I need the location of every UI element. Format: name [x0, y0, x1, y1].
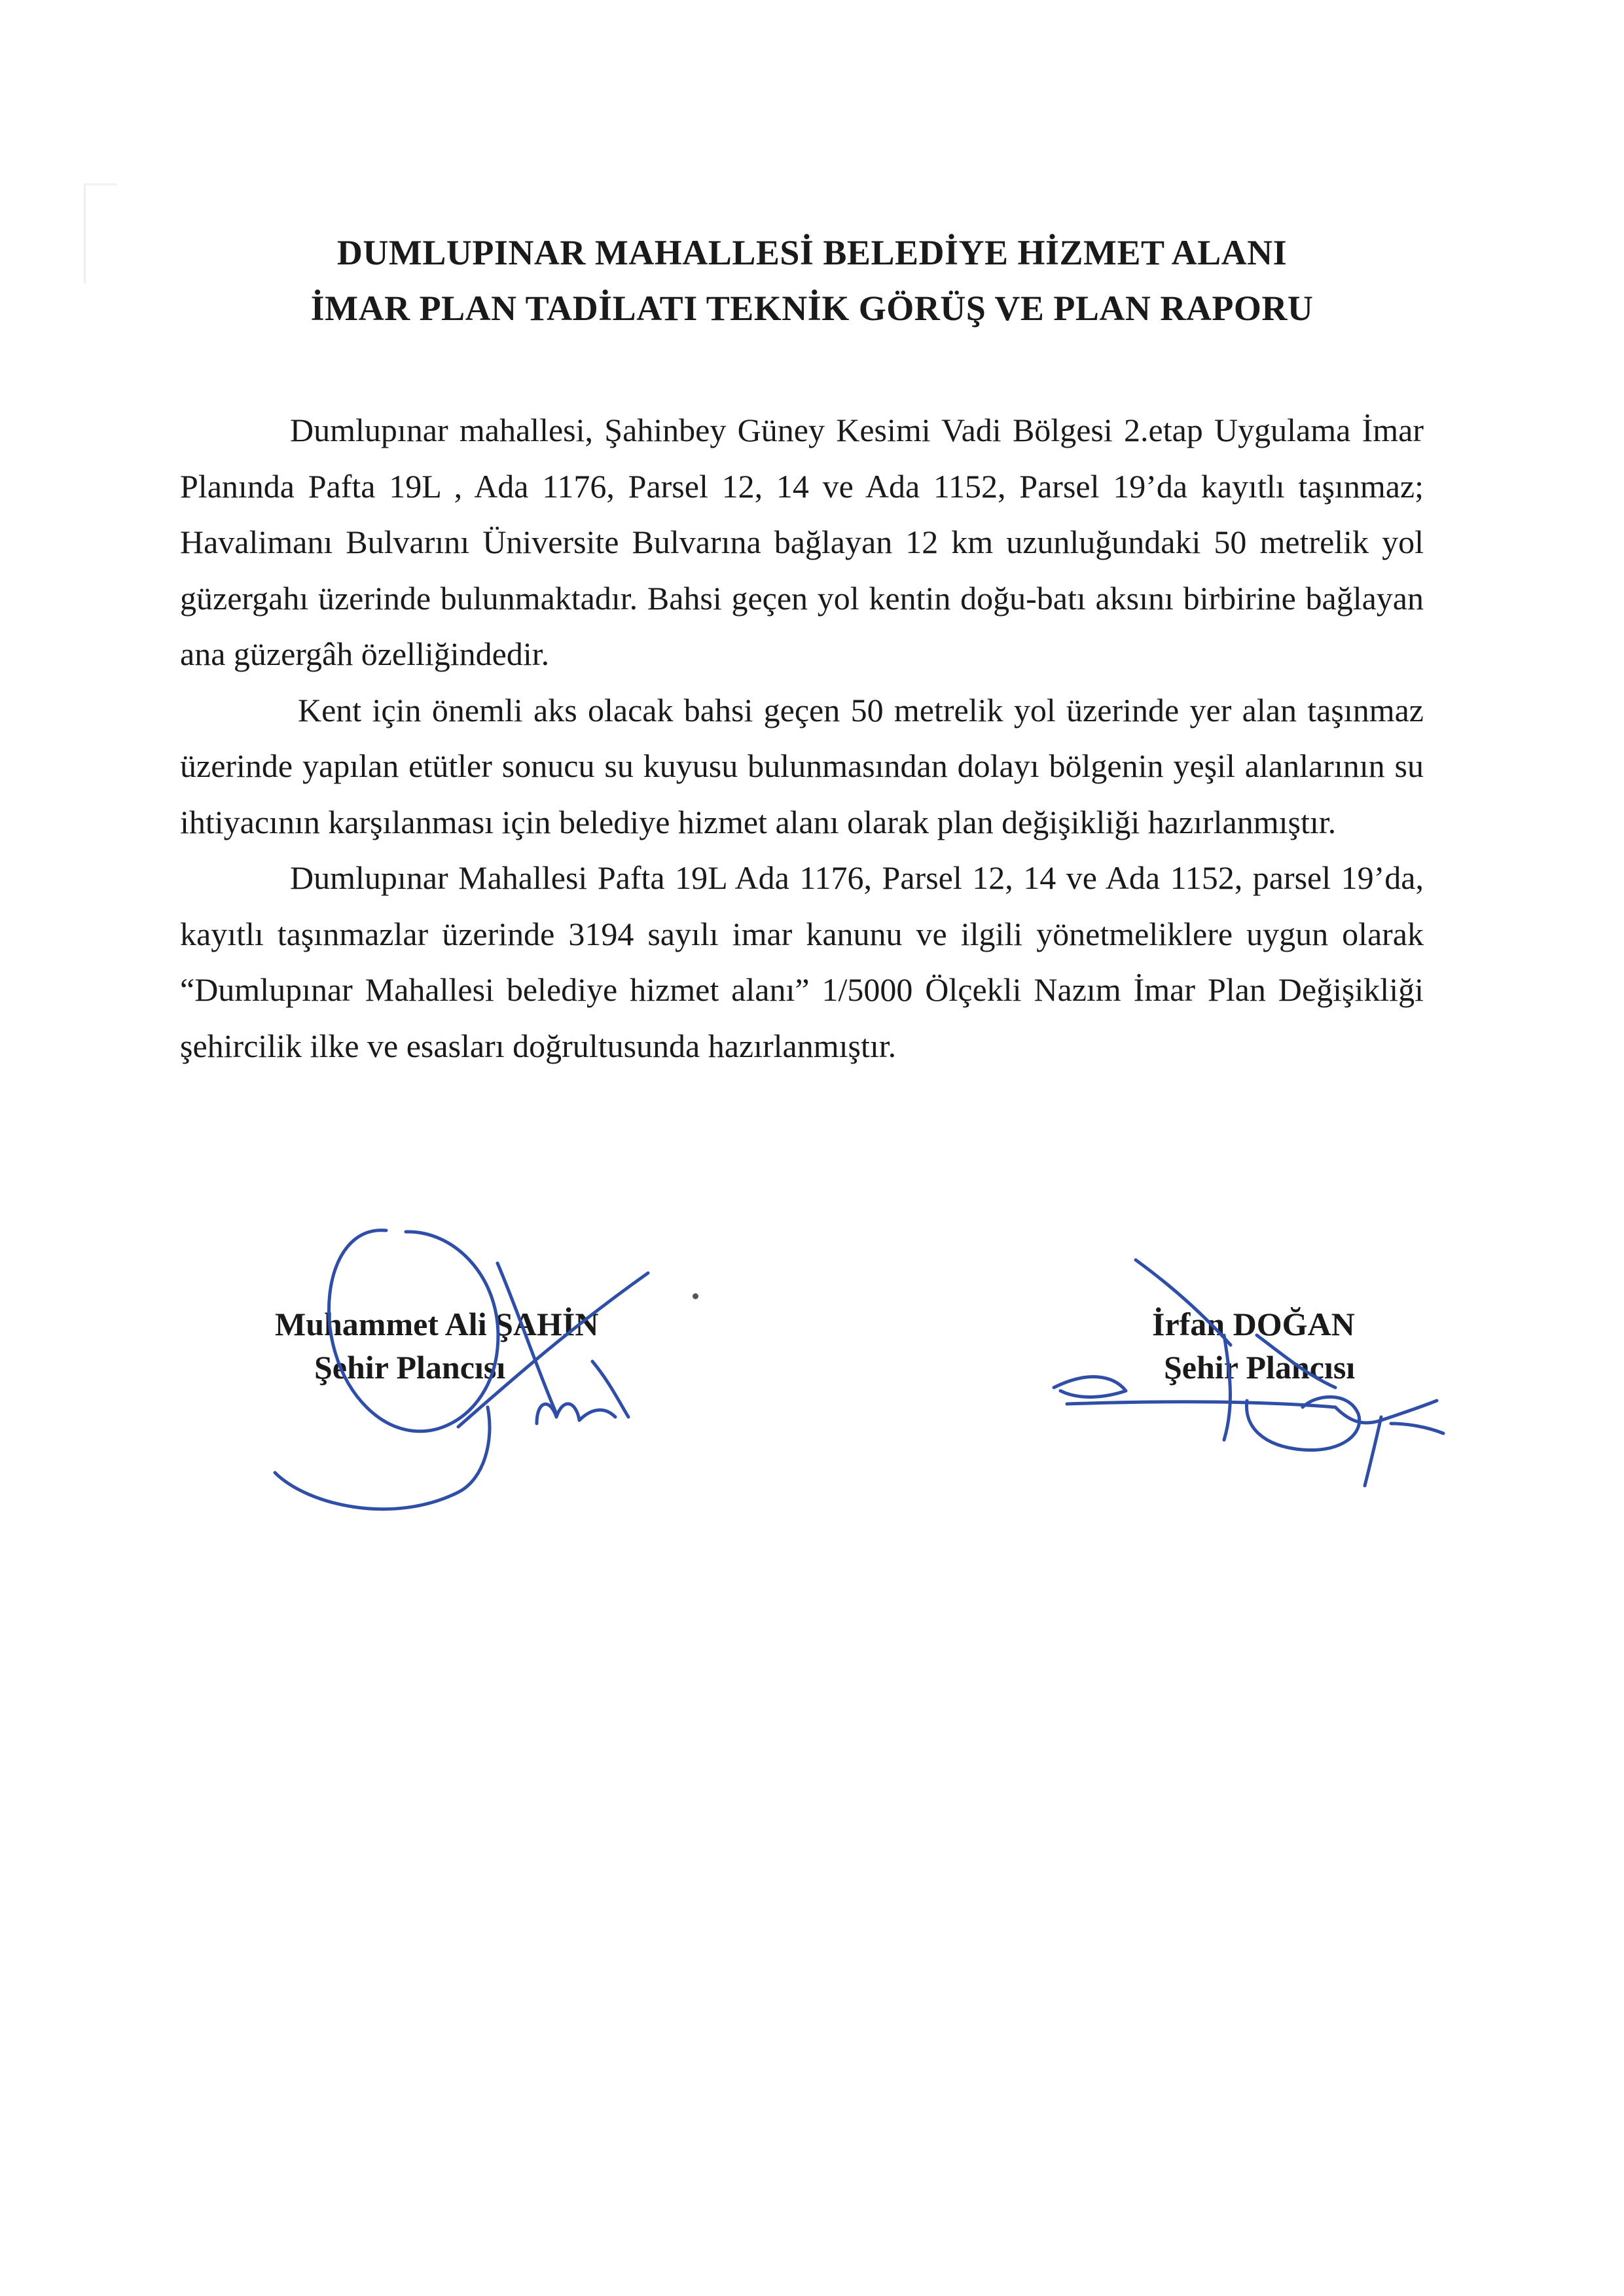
document-title-line-1: DUMLUPINAR MAHALLESİ BELEDİYE HİZMET ALANI [336, 233, 1288, 272]
paragraph-1: Dumlupınar mahallesi, Şahinbey Güney Kesimi Vadi Bölgesi 2.etap Uygulama İmar Planında Pafta 19L , Ada 1176, Parsel 12, 14 ve Ada 1152, Parsel 19’da kayıtlı taşınmaz; Havalimanı Bulvarını Üniversite Bulvarına bağlayan 12 km uzunluğundaki 50 metrelik yol güzergahı üzerinde bulunmaktadır. Bahsi geçen yol kentin doğu-batı aksını birbirine bağlayan ana güzergâh özelliğindedir. [180, 412, 1424, 672]
paragraph-2: Kent için önemli aks olacak bahsi geçen 50 metrelik yol üzerinde yer alan taşınmaz üzerinde yapılan etütler sonucu su kuyusu bulunmasından dolayı bölgenin yeşil alanlarının su ihtiyacının karşılanması için belediye hizmet alanı olarak plan değişikliği hazırlanmıştır. [180, 691, 1424, 840]
signatory-name: İrfan DOĞAN [1152, 1306, 1355, 1342]
ink-speck [693, 1293, 698, 1299]
signatory-left [275, 1302, 598, 1389]
signatory-name: Muhammet Ali ŞAHİN [275, 1306, 599, 1342]
paragraph-3: Dumlupınar Mahallesi Pafta 19L Ada 1176, Parsel 12, 14 ve Ada 1152, parsel 19’da, kayıtlı taşınmazlar üzerinde 3194 sayılı imar kanunu ve ilgili yönetmeliklere uygun olarak “Dumlupınar Mahallesi belediye hizmet alanı” 1/5000 Ölçekli Nazım İmar Plan Değişikliği şehircilik ilke ve esasları doğrultusunda hazırlanmıştır. [180, 859, 1424, 1064]
signatory-role: Şehir Plancısı [1164, 1349, 1356, 1386]
signatory-role: Şehir Plancısı [314, 1349, 506, 1386]
report-body [180, 403, 1424, 1074]
document-title-line-2: İMAR PLAN TADİLATI TEKNİK GÖRÜŞ VE PLAN RAPORU [310, 289, 1314, 328]
signatory-right [1152, 1302, 1355, 1389]
